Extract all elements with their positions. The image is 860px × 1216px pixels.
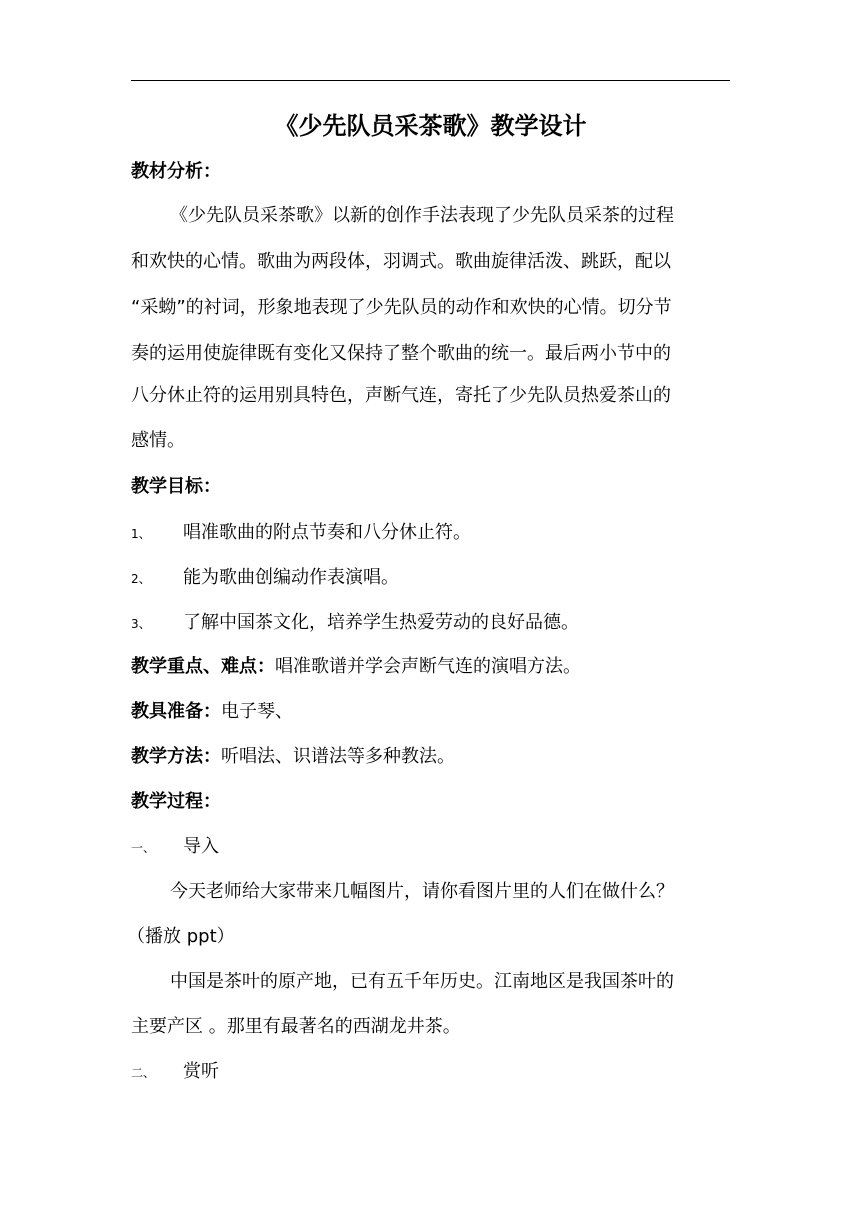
- analysis-line: 和欢快的心情。歌曲为两段体，羽调式。歌曲旋律活泼、跳跃，配以: [131, 251, 671, 272]
- analysis-line: 感情。: [131, 430, 185, 451]
- analysis-line: 《少先队员采茶歌》以新的创作手法表现了少先队员采茶的过程: [170, 205, 674, 226]
- tools-text: 电子琴、: [221, 701, 293, 722]
- tools-label: 教具准备：: [131, 701, 221, 722]
- methods-text: 听唱法、识谱法等多种教法。: [221, 746, 455, 767]
- page-title: 《少先队员采茶歌》教学设计: [274, 112, 587, 140]
- goal-number: 1、: [131, 527, 151, 541]
- methods: [131, 743, 731, 771]
- goals-heading: 教学目标：: [131, 476, 221, 497]
- key-points: [131, 653, 731, 681]
- step-number: 一、: [131, 841, 156, 855]
- analysis-heading: 教材分析：: [131, 161, 221, 182]
- analysis-line: “采蚴”的衬词，形象地表现了少先队员的动作和欢快的心情。切分节: [131, 297, 672, 318]
- key-points-text: 唱准歌谱并学会声断气连的演唱方法。: [275, 656, 581, 677]
- goal-item: [131, 564, 731, 593]
- goal-item: [131, 519, 731, 548]
- methods-label: 教学方法：: [131, 746, 221, 767]
- goal-text: 能为歌曲创编动作表演唱。: [183, 567, 399, 588]
- goal-item: [131, 609, 731, 638]
- key-points-label: 教学重点、难点：: [131, 656, 275, 677]
- goal-number: 2、: [131, 572, 151, 586]
- header-rule: [131, 80, 730, 81]
- process-line: 今天老师给大家带来几幅图片，请你看图片里的人们在做什么？: [170, 881, 674, 902]
- step-text: 赏听: [183, 1061, 219, 1082]
- process-line: 主要产区 。那里有最著名的西湖龙井茶。: [131, 1016, 461, 1037]
- goal-text: 了解中国茶文化，培养学生热爱劳动的良好品德。: [183, 612, 579, 633]
- analysis-line: 八分休止符的运用别具特色，声断气连，寄托了少先队员热爱茶山的: [131, 385, 671, 406]
- process-heading: 教学过程：: [131, 791, 221, 812]
- goal-text: 唱准歌曲的附点节奏和八分休止符。: [183, 522, 471, 543]
- process-step: [131, 1058, 731, 1087]
- tools: [131, 698, 731, 726]
- process-line: （播放 ppt）: [127, 926, 235, 947]
- step-number: 二、: [131, 1066, 156, 1080]
- step-text: 导入: [183, 836, 219, 857]
- analysis-line: 奏的运用使旋律既有变化又保持了整个歌曲的统一。最后两小节中的: [131, 343, 671, 364]
- process-step: [131, 833, 731, 862]
- process-line: 中国是茶叶的原产地，已有五千年历史。江南地区是我国茶叶的: [170, 971, 674, 992]
- goal-number: 3、: [131, 617, 151, 631]
